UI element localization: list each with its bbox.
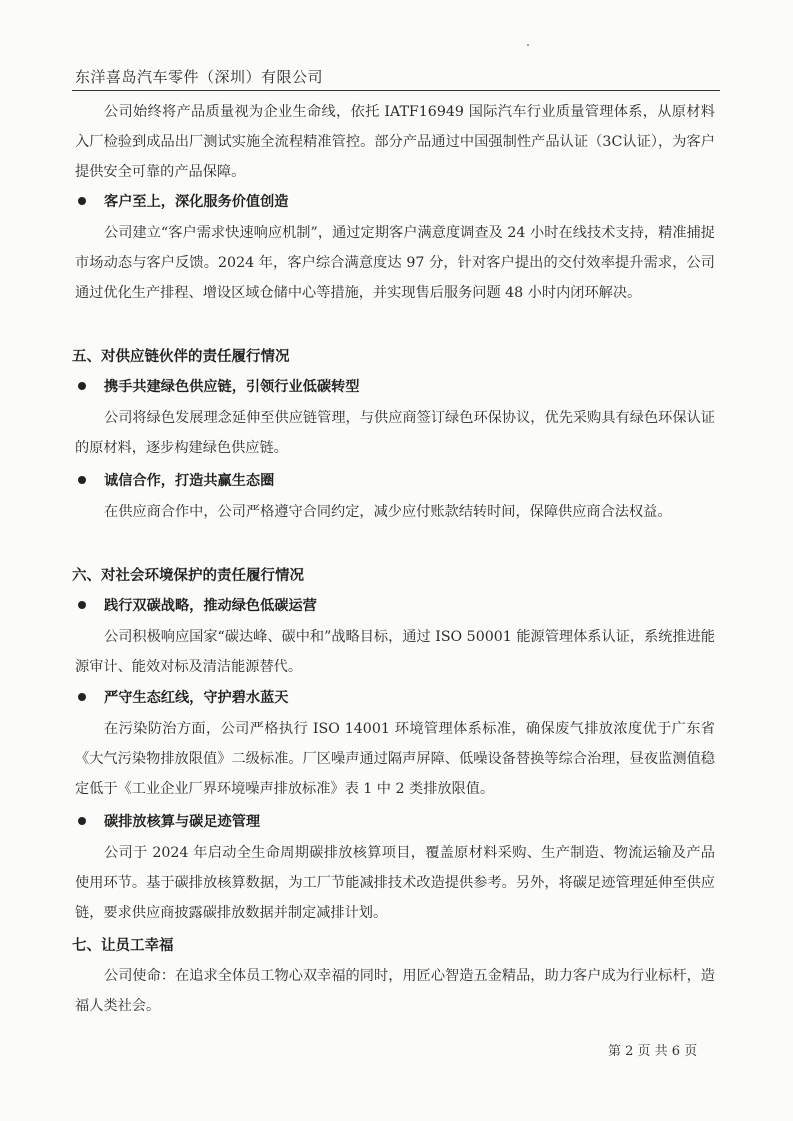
paragraph-pollution: 在污染防治方面，公司严格执行 ISO 14001 环境管理体系标准，确保废气排放浓度优于广东省《大气污染物排放限值》二级标准。厂区噪声通过隔声屏障、低噪设备替换等综合治理，昼夜监测值稳定低于《工业企业厂界环境噪声排放标准》表 1 中 2 类排放限值。 (75, 721, 715, 797)
company-header: 东洋喜岛汽车零件（深圳）有限公司 (75, 68, 324, 86)
bullet-icon (78, 476, 86, 484)
bullet-heading-text: 客户至上，深化服务价值创造 (104, 194, 289, 210)
bullet-heading-text: 践行双碳战略，推动绿色低碳运营 (104, 598, 317, 614)
section-heading-6: 六、对社会环境保护的责任履行情况 (72, 568, 304, 584)
paragraph-integrity: 在供应商合作中，公司严格遵守合同约定，减少应付账款结转时间，保障供应商合法权益。 (104, 504, 672, 520)
paragraph-quality: 公司始终将产品质量视为企业生命线，依托 IATF16949 国际汽车行业质量管理体系，从原材料入厂检验到成品出厂测试实施全流程精准管控。部分产品通过中国强制性产品认证（3C认证），为客户提供安全可靠的产品保障。 (75, 104, 715, 180)
bullet-heading-integrity (72, 470, 274, 490)
bullet-heading-text: 诚信合作，打造共赢生态圈 (104, 473, 275, 489)
bullet-heading-carbon-accounting (72, 811, 260, 831)
bullet-icon (78, 817, 86, 825)
paragraph-mission: 公司使命：在追求全体员工物心双幸福的同时，用匠心智造五金精品，助力客户成为行业标杆，造福人类社会。 (75, 968, 715, 1014)
bullet-icon (78, 197, 86, 205)
paragraph-carbon-footprint: 公司于 2024 年启动全生命周期碳排放核算项目，覆盖原材料采购、生产制造、物流运输及产品使用环节。基于碳排放核算数据，为工厂节能减排技术改造提供参考。另外，将碳足迹管理延伸至供应链，要求供应商披露碳排放数据并制定减排计划。 (75, 845, 715, 921)
scan-speck (527, 44, 529, 46)
bullet-icon (78, 382, 86, 390)
bullet-heading-ecology (72, 687, 288, 707)
bullet-heading-text: 严守生态红线，守护碧水蓝天 (104, 690, 289, 706)
paragraph-green-supply: 公司将绿色发展理念延伸至供应链管理，与供应商签订绿色环保协议，优先采购具有绿色环保认证的原材料，逐步构建绿色供应链。 (75, 410, 715, 456)
bullet-heading-dual-carbon (72, 595, 317, 615)
bullet-heading-text: 碳排放核算与碳足迹管理 (104, 814, 261, 830)
section-heading-5: 五、对供应链伙伴的责任履行情况 (72, 349, 290, 365)
page-number: 第 2 页 共 6 页 (608, 1044, 698, 1059)
section-heading-7: 七、让员工幸福 (72, 938, 174, 954)
paragraph-dual-carbon: 公司积极响应国家“碳达峰、碳中和”战略目标，通过 ISO 50001 能源管理体系认证，系统推进能源审计、能效对标及清洁能源替代。 (75, 629, 715, 675)
bullet-icon (78, 693, 86, 701)
bullet-heading-text: 携手共建绿色供应链，引领行业低碳转型 (104, 379, 360, 395)
header-divider (72, 90, 720, 91)
bullet-icon (78, 601, 86, 609)
bullet-heading-green-supply (72, 376, 359, 396)
bullet-heading-customer (72, 191, 288, 211)
paragraph-customer-service: 公司建立“客户需求快速响应机制”，通过定期客户满意度调查及 24 小时在线技术支持，精准捕捉市场动态与客户反馈。2024 年，客户综合满意度达 97 分，针对客户提出的交付效率提升需求，公司通过优化生产排程、增设区域仓储中心等措施，并实现售后服务问题 48 小时内闭环解决。 (75, 225, 715, 301)
